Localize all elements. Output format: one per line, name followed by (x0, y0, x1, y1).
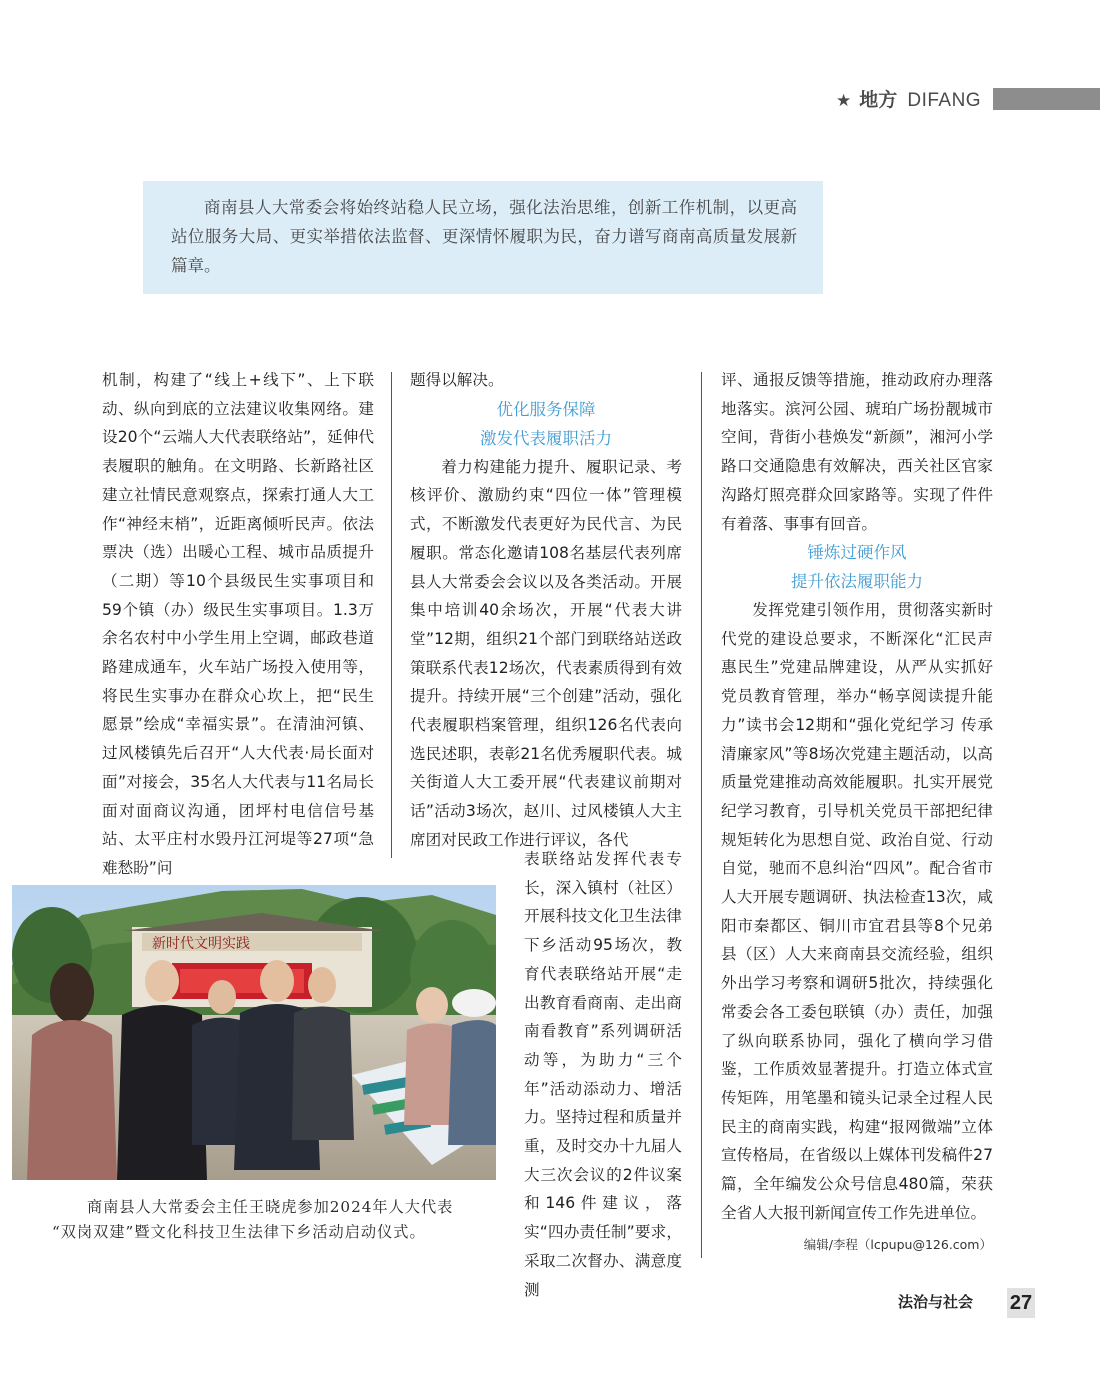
column-3-continuation: 评、通报反馈等措施，推动政府办理落地落实。滨河公园、琥珀广场扮靓城市空间，背街小巷焕发“新颜”，湘河小学路口交通隐患有效解决，西关社区官家沟路灯照亮群众回家路等。实现了件件有着落、事事有回音。 (721, 371, 993, 533)
column-1-text: 机制，构建了“线上+线下”、上下联动、纵向到底的立法建议收集网络。建设20个“云端人大代表联络站”，延伸代表履职的触角。在文明路、长新路社区建立社情民意观察点，探索打通人大工作“神经末梢”，近距离倾听民声。依法票决（选）出暖心工程、城市品质提升（二期）等10个县级民生实事项目和59个镇（办）级民生实事项目。1.3万余名农村中小学生用上空调，邮政巷道路建成通车，火车站广场投入使用等，将民生实事办在群众心坎上，把“民生愿景”绘成“幸福实景”。在清油河镇、过风楼镇先后召开“人大代表·局长面对面”对接会，35名人大代表与11名局长面对面商议沟通，团坪村电信信号基站、太平庄村水毁丹江河堤等27项“急难愁盼”问 (102, 371, 374, 877)
photo-caption (52, 1195, 482, 1244)
subheading-style-2: 提升依法履职能力 (791, 572, 923, 591)
article-column-3 (721, 366, 993, 1227)
page-number: 27 (1007, 1288, 1035, 1318)
section-label (836, 86, 981, 114)
column-2-paragraph-continuation: 表联络站发挥代表专长，深入镇村（社区）开展科技文化卫生法律下乡活动95场次，教育代表联络站开展“走出教育看商南、走出商南看教育”系列调研活动等，为助力“三个年”活动添动力、增活力。坚持过程和质量并重，及时交办十九届人大三次会议的2件议案和146件建议，落实“四办责任制”要求，采取二次督办、满意度测 (524, 850, 682, 1299)
column-divider (701, 372, 702, 1258)
banner-text: 新时代文明实践 (152, 936, 250, 952)
article-column-1 (102, 366, 374, 877)
event-photo (12, 885, 496, 1180)
article-column-2-narrow (524, 845, 682, 1299)
column-2-paragraph: 着力构建能力提升、履职记录、考核评价、激励约束“四位一体”管理模式，不断激发代表更好为民代言、为民履职。常态化邀请108名基层代表列席县人大常委会会议以及各类活动。开展集中培训40余场次，开展“代表大讲堂”12期，组织21个部门到联络站送政策联系代表12场次，代表素质得到有效提升。持续开展“三个创建”活动，强化代表履职档案管理，组织126名代表向选民述职，表彰21名优秀履职代表。城关街道人大工委开展“代表建议前期对话”活动3场次，赵川、过风楼镇人大主席团对民政工作进行评议，各代 (410, 457, 682, 849)
summary-text: 商南县人大常委会将始终站稳人民立场，强化法治思维，创新工作机制，以更高站位服务大局、更实举措依法监督、更深情怀履职为民，奋力谱写商南高质量发展新篇章。 (171, 198, 797, 275)
header-bar (993, 88, 1100, 110)
magazine-title: 法治与社会 (898, 1293, 974, 1311)
summary-box (143, 181, 823, 294)
section-title-en: DIFANG (907, 90, 982, 111)
caption-line-1: 商南县人大常委会主任王晓虎参加2024年人大代表 (86, 1198, 454, 1216)
subheading-service-2: 激发代表履职活力 (480, 428, 612, 448)
column-divider (391, 372, 392, 858)
subheading-service-1: 优化服务保障 (496, 399, 596, 419)
star-icon: ★ (836, 91, 852, 111)
editor-credit: 编辑/李程（lcpupu@126.com） (803, 1237, 992, 1252)
section-title-zh: 地方 (859, 89, 898, 111)
column-3-paragraph: 发挥党建引领作用，贯彻落实新时代党的建设总要求，不断深化“汇民声惠民生”党建品牌建设，从严从实抓好党员教育管理，举办“畅享阅读提升能力”读书会12期和“强化党纪学习 传承清廉家风”等8场次党建主题活动，以高质量党建推动高效能履职。扎实开展党纪学习教育，引导机关党员干部把纪律规矩转化为思想自觉、政治自觉、行动自觉，驰而不息纠治“四风”。配合省市人大开展专题调研、执法检查13次，咸阳市秦都区、铜川市宜君县等8个兄弟县（区）人大来商南县交流经验，组织外出学习考察和调研5批次，持续强化常委会各工委包联镇（办）责任，加强了纵向联系协同，强化了横向学习借鉴，工作质效显著提升。打造立体式宣传矩阵，用笔墨和镜头记录全过程人民民主的商南实践，构建“报网微端”立体宣传格局，在省级以上媒体刊发稿件27篇，全年编发公众号信息480篇，荣获全省人大报刊新闻宣传工作先进单位。 (721, 601, 993, 1222)
article-column-2 (410, 366, 682, 849)
caption-line-2: “双岗双建”暨文化科技卫生法律下乡活动启动仪式。 (52, 1222, 426, 1241)
column-2-continuation: 题得以解决。 (410, 371, 504, 389)
subheading-style-1: 锤炼过硬作风 (807, 543, 907, 562)
